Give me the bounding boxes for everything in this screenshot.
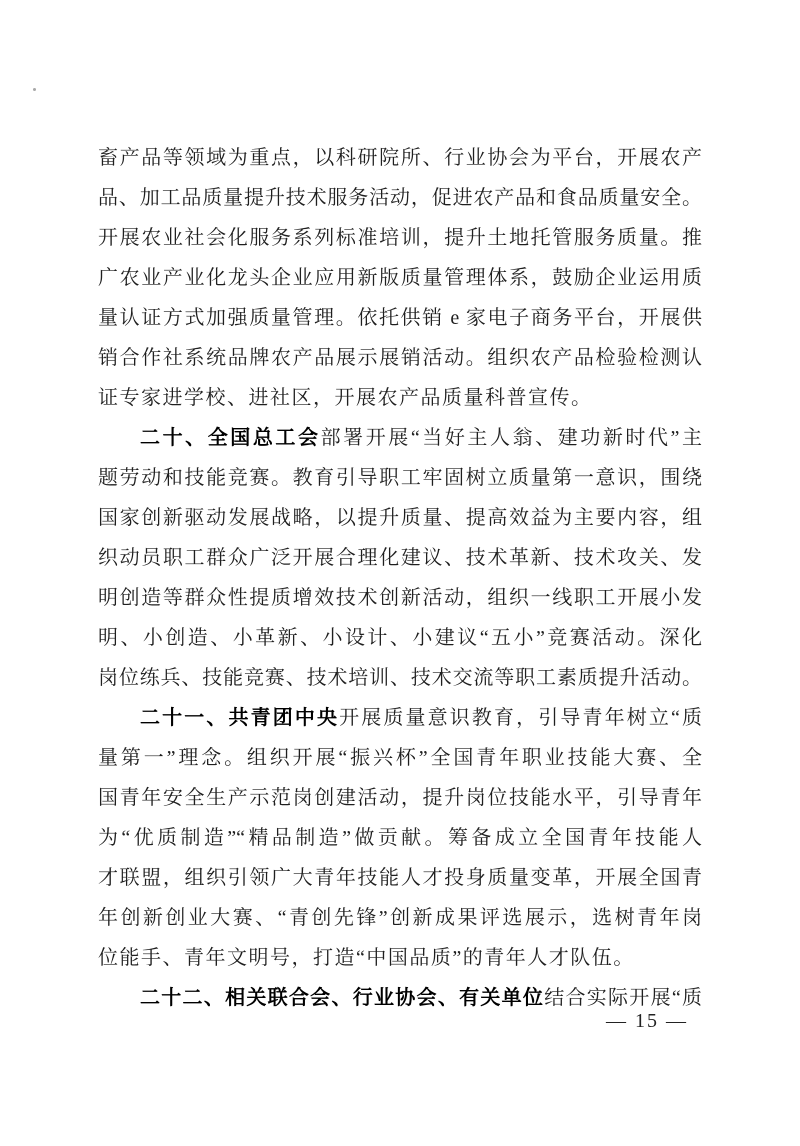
text-line [98,938,702,978]
line-text: 部署开展“当好主人翁、建功新时代”主 [320,427,702,449]
line-text: 开展农业社会化服务系列标准培训，提升土地托管服务质量。推 [98,227,702,249]
text-line [98,578,702,618]
line-text: 明、小创造、小革新、小设计、小建议“五小”竞赛活动。深化 [98,627,702,649]
text-line [98,738,702,778]
scan-speck [33,88,36,91]
text-line [98,378,702,418]
line-text: 广农业产业化龙头企业应用新版质量管理体系，鼓励企业运用质 [98,267,702,289]
line-text: 量认证方式加强质量管理。依托供销 e 家电子商务平台，开展供 [98,307,702,329]
line-text: 题劳动和技能竞赛。教育引导职工牢固树立质量第一意识，围绕 [98,467,702,489]
line-text: 国青年安全生产示范岗创建活动，提升岗位技能水平，引导青年 [98,787,702,809]
line-text: 织动员职工群众广泛开展合理化建议、技术革新、技术攻关、发 [98,547,702,569]
line-text: 才联盟，组织引领广大青年技能人才投身质量变革，开展全国青 [98,867,702,889]
line-text: 结合实际开展“质 [544,987,702,1009]
line-text: 证专家进学校、进社区，开展农产品质量科普宣传。 [98,387,593,409]
section-21-first-line [98,698,702,738]
text-line [98,618,702,658]
text-block [98,138,702,1018]
text-line [98,258,702,298]
line-text: 销合作社系统品牌农产品展示展销活动。组织农产品检验检测认 [98,347,702,369]
line-text: 为“优质制造”“精品制造”做贡献。筹备成立全国青年技能人 [98,827,702,849]
text-line [98,818,702,858]
section-21-heading: 二十一、共青团中央 [140,707,340,729]
line-text: 畜产品等领域为重点，以科研院所、行业协会为平台，开展农产 [98,147,702,169]
line-text: 岗位练兵、技能竞赛、技术培训、技术交流等职工素质提升活动。 [98,667,702,689]
text-line [98,138,702,178]
line-text: 品、加工品质量提升技术服务活动，促进农产品和食品质量安全。 [98,187,702,209]
text-line [98,218,702,258]
line-text: 国家创新驱动发展战略，以提升质量、提高效益为主要内容，组 [98,507,702,529]
section-20-first-line [98,418,702,458]
line-text: 年创新创业大赛、“青创先锋”创新成果评选展示，选树青年岗 [98,907,702,929]
line-text: 位能手、青年文明号，打造“中国品质”的青年人才队伍。 [98,947,635,969]
text-line [98,778,702,818]
line-text: 明创造等群众性提质增效技术创新活动，组织一线职工开展小发 [98,587,702,609]
text-line [98,858,702,898]
text-line [98,498,702,538]
text-line [98,898,702,938]
text-line [98,538,702,578]
text-line [98,458,702,498]
page-number: — 15 — [606,1010,688,1032]
line-text: 量第一”理念。组织开展“振兴杯”全国青年职业技能大赛、全 [98,747,702,769]
line-text: 开展质量意识教育，引导青年树立“质 [339,707,702,729]
text-line [98,338,702,378]
section-22-heading: 二十二、相关联合会、行业协会、有关单位 [140,987,545,1009]
section-20-heading: 二十、全国总工会 [140,427,321,449]
text-line [98,178,702,218]
text-line [98,658,702,698]
text-line [98,298,702,338]
